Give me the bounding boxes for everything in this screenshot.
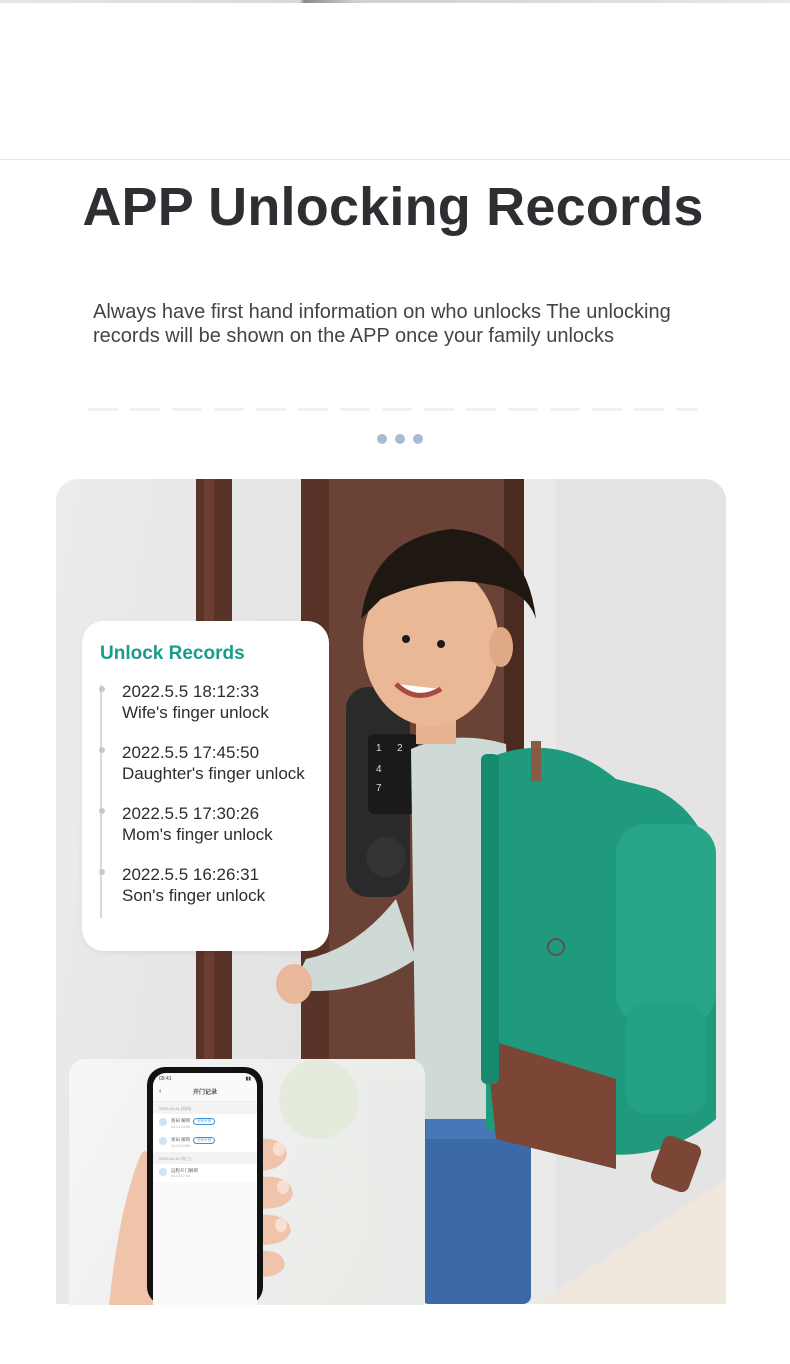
record-date: 2022-04-14 (周四) [153, 1102, 257, 1114]
app-record-name: 密码 解锁 [171, 1137, 191, 1142]
app-record-item[interactable] [153, 1164, 257, 1182]
record-time: 2022.5.5 17:45:50 [122, 743, 260, 762]
record-label: Son's finger unlock [122, 886, 266, 905]
record-item [122, 803, 273, 845]
phone-screen [153, 1073, 257, 1305]
record-label: Wife's finger unlock [122, 703, 269, 722]
user-avatar-icon [159, 1118, 167, 1126]
user-avatar-icon [159, 1137, 167, 1145]
app-header [153, 1082, 257, 1102]
record-label: Daughter's finger unlock [122, 764, 305, 783]
record-item [122, 864, 265, 906]
battery-icon: ▮▮ [245, 1076, 251, 1082]
svg-text:7: 7 [376, 783, 382, 794]
back-arrow-icon[interactable]: ‹ [159, 1088, 162, 1095]
timeline-line [100, 685, 102, 918]
user-avatar-icon [159, 1168, 167, 1176]
app-record-time: 04-14 14:56 [171, 1125, 190, 1129]
app-record-time: 04-13 17:44 [171, 1174, 190, 1178]
page-title: APP Unlocking Records [82, 177, 704, 237]
unlock-records-title: Unlock Records [100, 643, 245, 664]
faint-divider [88, 408, 698, 411]
status-time: 09:41 [159, 1076, 172, 1082]
svg-text:1: 1 [376, 743, 382, 754]
app-record-item[interactable] [153, 1114, 257, 1133]
svg-text:4: 4 [376, 764, 382, 775]
section-divider [0, 159, 790, 160]
carousel-dot[interactable] [377, 434, 387, 444]
app-record-name: 远程开门解锁 [171, 1168, 198, 1173]
record-date: 2022-04-13 (周三) [153, 1152, 257, 1164]
app-record-tag: 密码开锁 [193, 1118, 215, 1125]
carousel-dots [377, 434, 423, 444]
record-time: 2022.5.5 18:12:33 [122, 682, 260, 701]
timeline-dot [99, 808, 105, 814]
app-record-time: 04-14 14:56 [171, 1144, 190, 1148]
record-label: Mom's finger unlock [122, 825, 273, 844]
carousel-dot[interactable] [413, 434, 423, 444]
timeline-dot [99, 686, 105, 692]
top-image-edge [0, 0, 790, 3]
phone-app-card [69, 1059, 425, 1305]
record-time: 2022.5.5 16:26:31 [122, 865, 260, 884]
app-record-name: 密码 解锁 [171, 1118, 191, 1123]
svg-text:2: 2 [397, 743, 403, 754]
app-title: 开门记录 [192, 1090, 217, 1096]
timeline-dot [99, 747, 105, 753]
record-item [122, 681, 269, 723]
page-description: Always have first hand information on who unlocks The unlocking records will be shown on the APP once your family unlocks [93, 301, 671, 347]
record-time: 2022.5.5 17:30:26 [122, 804, 260, 823]
phone-status-bar [153, 1073, 257, 1082]
app-record-tag: 密码开锁 [193, 1137, 215, 1144]
smartphone [147, 1067, 263, 1305]
app-record-item[interactable] [153, 1133, 257, 1152]
unlock-records-card [82, 621, 329, 951]
carousel-dot[interactable] [395, 434, 405, 444]
timeline-dot [99, 869, 105, 875]
record-item [122, 742, 305, 784]
